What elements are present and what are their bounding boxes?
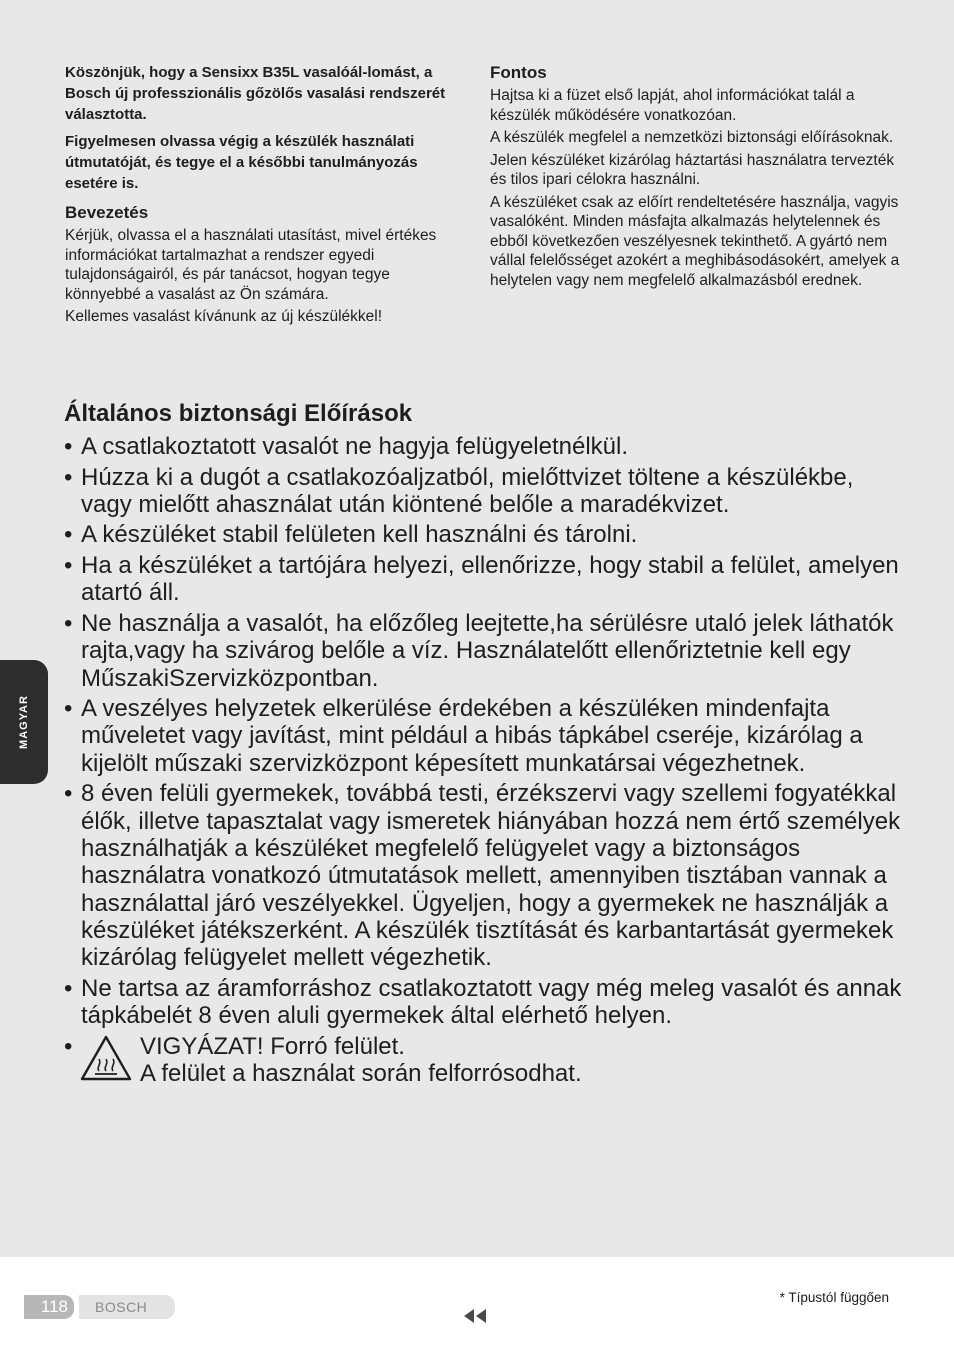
warning-item: • VIGYÁZAT! Forró felület. A felület a használat során felforrósodhat. bbox=[64, 1032, 582, 1087]
list-item: • 8 éven felüli gyermekek, továbbá testi, érzékszervi vagy szellemi fogyatékkal élők, illetve tapasztalat vagy ismeretek hiányában hozzá nem értő személyek használhatják a készüléket megfelelő felügyelet vagy a biztonságos használatra vonatkozó útmutatások mellett, amennyiben tisztában vannak a használattal járó veszélyekkel. Ügyeljen, hogy a gyermekek ne használják a készüléket játékszerként. A készülék tisztítását és karbantartását gyermekek kizárólag felügyelet mellett végezhetik. bbox=[64, 780, 901, 972]
footnote: * Típustól függően bbox=[779, 1290, 889, 1305]
list-item: • Ne használja a vasalót, ha előzőleg leejtette,ha sérülésre utaló jelek láthatók rajta,vagy ha szivárog belőle a víz. Használatelőtt ellenőriztetnie kell egy MűszakiSzervizközpontban. bbox=[64, 609, 894, 692]
list-item: • A csatlakoztatott vasalót ne hagyja felügyeletnélkül. bbox=[64, 433, 629, 460]
bevezetes-heading: Bevezetés bbox=[65, 203, 149, 222]
list-item: • A veszélyes helyzetek elkerülése érdekében a készüléken mindenfajta műveletet vagy javítást, mint például a hibás tápkábel cseréje, kizárólag a kijelölt műszaki szervizközpont képesített munkatársai végezhetnek. bbox=[64, 695, 863, 777]
language-tab bbox=[0, 660, 48, 784]
fontos-paragraph-2: A készülék megfelel a nemzetközi biztonsági előírásoknak. bbox=[490, 129, 894, 146]
safety-list bbox=[64, 433, 904, 1091]
list-item: • Ha a készüléket a tartójára helyezi, ellenőrizze, hogy stabil a felület, amelyen atartó áll. bbox=[64, 552, 899, 607]
left-column bbox=[65, 62, 465, 330]
list-item: • A készüléket stabil felületen kell használni és tárolni. bbox=[64, 521, 638, 549]
fontos-paragraph-4: A készüléket csak az előírt rendeltetésére használja, vagyis vasalóként. Minden másfajta alkalmazás helytelennek és ebből következően veszélyesnek tekinthető. A gyártó nem vállal felelősséget azokért a meghibásodásokért, amelyek a helytelen vagy nem megfelelő alkalmazásból erednek. bbox=[490, 193, 900, 289]
bevezetes-paragraph: Kérjük, olvassa el a használati utasítást, mivel értékes információkat tartalmazhat a rendszer egyedi tulajdonságairól, és pár tanácsot, hogyan tegye könnyebbé a vasalást az Ön számára. bbox=[65, 227, 437, 303]
fontos-heading: Fontos bbox=[490, 63, 547, 82]
safety-heading: Általános biztonsági Előírások bbox=[64, 400, 413, 427]
list-item: • Húzza ki a dugót a csatlakozóaljzatból, mielőttvizet töltene a készülékbe, vagy mielőtt ahasználat után kiöntené belőle a maradékvizet. bbox=[64, 463, 854, 518]
fontos-paragraph-3: Jelen készüléket kizárólag háztartási használatra tervezték és tilos ipari célokra használni. bbox=[490, 151, 895, 188]
fontos-paragraph-1: Hajtsa ki a füzet első lapját, ahol információkat talál a készülék működésére vonatkozóan. bbox=[490, 87, 855, 124]
warning-title: VIGYÁZAT! Forró felület. bbox=[140, 1032, 405, 1060]
hot-surface-warning-icon bbox=[80, 1035, 132, 1081]
page-number: 118 bbox=[24, 1295, 74, 1319]
language-tab-label: MAGYAR bbox=[18, 695, 30, 749]
warning-text: A felület a használat során felforrósodhat. bbox=[140, 1059, 582, 1087]
back-arrows-icon[interactable] bbox=[462, 1308, 490, 1324]
intro-thanks: Köszönjük, hogy a Sensixx B35L vasalóál-lomást, a Bosch új professzionális gőzölős vasalási rendszerét választotta. bbox=[65, 64, 446, 123]
intro-read-carefully: Figyelmesen olvassa végig a készülék használati útmutatóját, és tegye el a későbbi tanulmányozás esetére is. bbox=[65, 133, 418, 192]
bevezetes-closing: Kellemes vasalást kívánunk az új készülékkel! bbox=[65, 308, 383, 325]
right-column bbox=[490, 62, 900, 293]
brand-label: BOSCH bbox=[79, 1295, 175, 1319]
list-item: • Ne tartsa az áramforráshoz csatlakoztatott vagy még meleg vasalót és annak tápkábelét 8 éven aluli gyermekek által elérhető helyen. bbox=[64, 974, 902, 1030]
